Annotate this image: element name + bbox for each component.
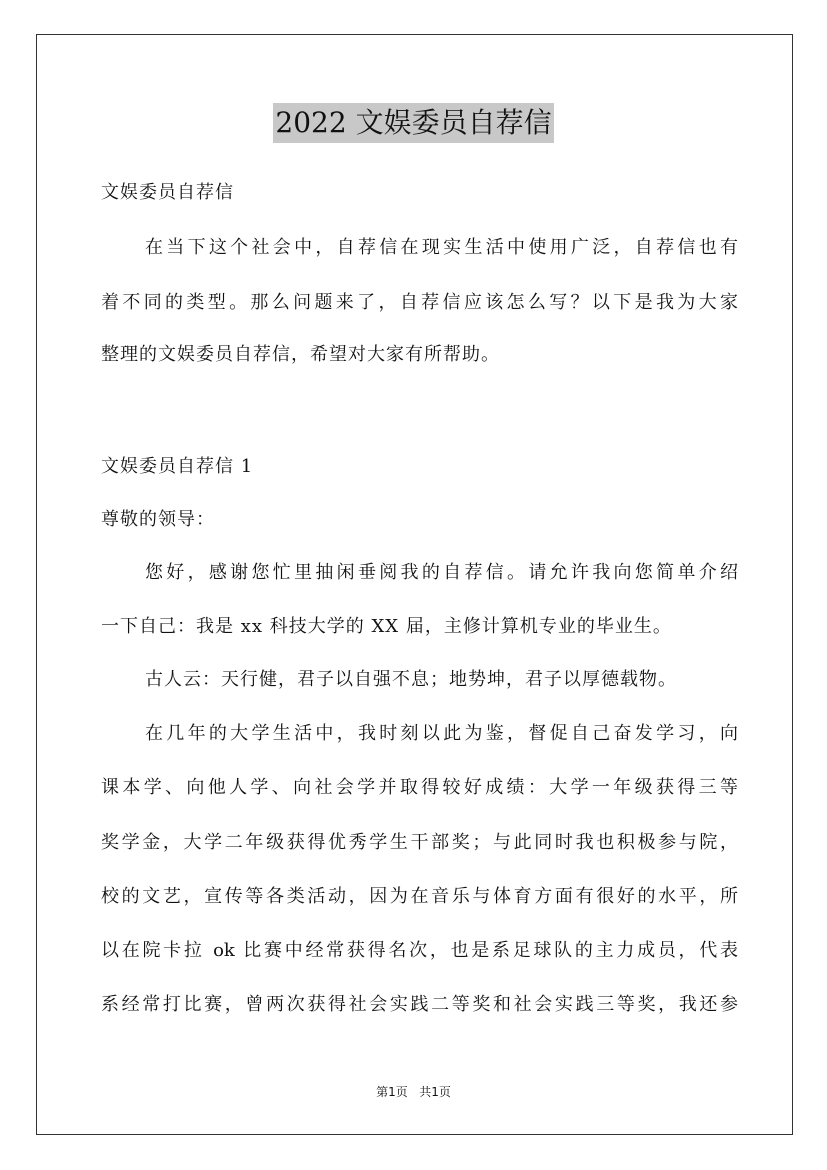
page-total: 共1页 bbox=[419, 1085, 451, 1099]
paragraph-line: 着不同的类型。那么问题来了，自荐信应该怎么写？以下是我为大家 bbox=[101, 292, 738, 313]
paragraph-line: 在几年的大学生活中，我时刻以此为鉴，督促自己奋发学习，向 bbox=[145, 723, 738, 744]
salutation: 尊敬的领导： bbox=[101, 509, 215, 530]
letter-heading: 文娱委员自荐信 1 bbox=[101, 456, 254, 477]
paragraph-line: 以在院卡拉 ok 比赛中经常获得名次，也是系足球队的主力成员，代表 bbox=[101, 940, 738, 961]
page-number: 第1页 bbox=[376, 1085, 408, 1099]
paragraph-line: 一下自己：我是 xx 科技大学的 XX 届，主修计算机专业的毕业生。 bbox=[101, 616, 672, 637]
paragraph-line: 奖学金，大学二年级获得优秀学生干部奖；与此同时我也积极参与院， bbox=[101, 832, 738, 853]
paragraph-line: 课本学、向他人学、向社会学并取得较好成绩：大学一年级获得三等 bbox=[101, 777, 738, 798]
document-title-text: 2022 文娱委员自荐信 bbox=[273, 103, 553, 143]
paragraph-line: 整理的文娱委员自荐信，希望对大家有所帮助。 bbox=[101, 344, 500, 365]
section-heading: 文娱委员自荐信 bbox=[101, 182, 234, 203]
document-title bbox=[0, 103, 827, 147]
paragraph-line: 在当下这个社会中，自荐信在现实生活中使用广泛，自荐信也有 bbox=[145, 237, 738, 258]
paragraph-line: 古人云：天行健，君子以自强不息；地势坤，君子以厚德载物。 bbox=[145, 669, 677, 690]
paragraph-line: 系经常打比赛，曾两次获得社会实践二等奖和社会实践三等奖，我还参 bbox=[101, 994, 738, 1015]
page-footer bbox=[0, 1082, 827, 1102]
paragraph-line: 校的文艺，宣传等各类活动，因为在音乐与体育方面有很好的水平，所 bbox=[101, 886, 738, 907]
paragraph-line: 您好，感谢您忙里抽闲垂阅我的自荐信。请允许我向您简单介绍 bbox=[145, 562, 738, 583]
